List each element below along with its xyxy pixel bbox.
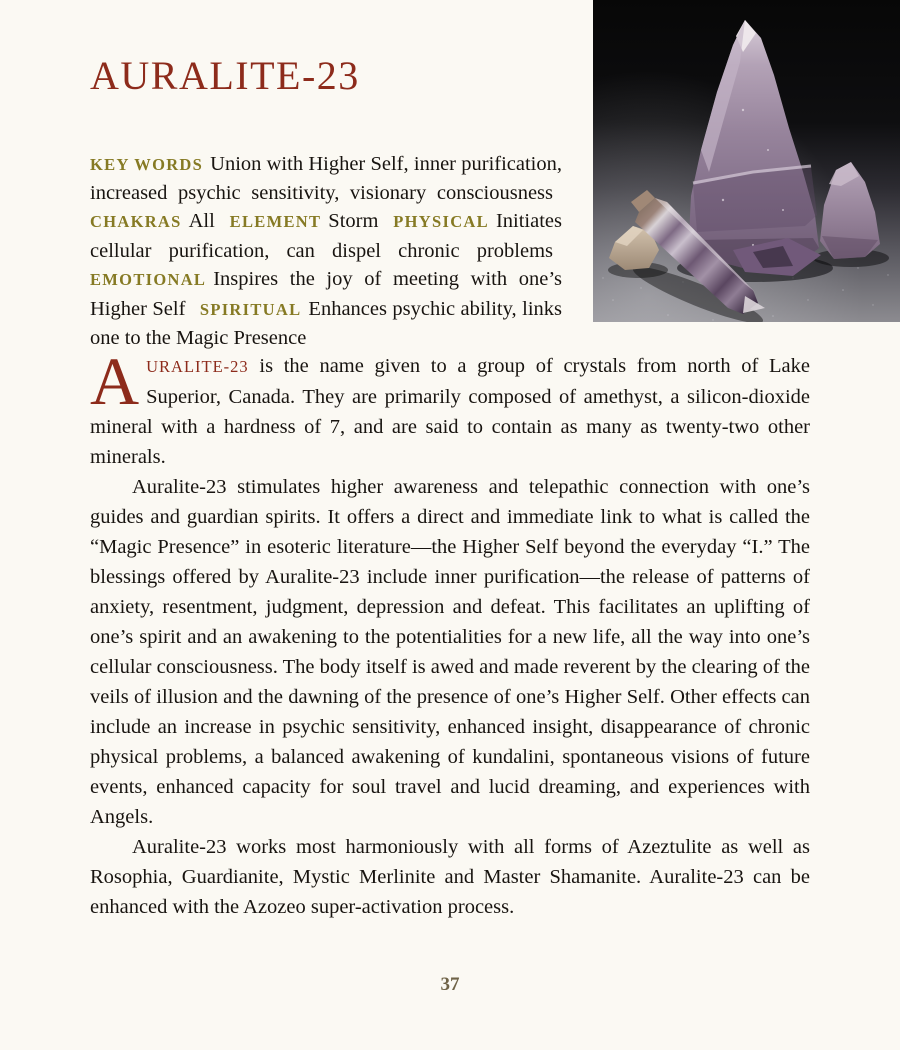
keyword-label: SPIRITUAL — [199, 299, 302, 319]
keyword-label: CHAKRAS — [90, 212, 182, 232]
body-paragraph: Auralite-23 works most harmoniously with all forms of Azeztulite as well as Rosophia, Guardianite, Mystic Merlinite and Master Shamanite. Auralite-23 can be enhanced with the Azozeo super-activation process. — [90, 836, 810, 918]
page-number: 37 — [440, 974, 460, 995]
keyword-text: Storm — [328, 210, 379, 233]
page-title: AURALITE-23 — [90, 53, 360, 98]
keyword-text: Enhances psychic ability, links one to the Magic Presence — [90, 297, 562, 349]
keyword-text: Union with Higher Self, inner purification, increased psychic sensitivity, visionary consciousness — [90, 152, 562, 204]
crystal-photo-illustration — [593, 0, 900, 322]
keyword-label: EMOTIONAL — [90, 270, 207, 290]
lead-paragraph-text: is the name given to a group of crystals from north of Lake Superior, Canada. They are primarily composed of amethyst, a silicon-dioxide mineral with a hardness of 7, and are said to contain as many as twenty-two other minerals. — [90, 355, 810, 468]
keyword-label: PHYSICAL — [393, 212, 489, 232]
lead-smallcaps: URALITE-23 — [146, 357, 249, 376]
keyword-label: ELEMENT — [229, 212, 322, 232]
keywords-paragraph — [90, 150, 562, 353]
lead-paragraph — [90, 343, 810, 472]
crystal-photo — [593, 0, 900, 322]
keyword-text: Inspires the joy of meeting with one’s Higher Self — [90, 268, 562, 320]
keyword-text: Initiates cellular purification, can dispel chronic problems — [90, 210, 562, 262]
dropcap: A — [90, 343, 140, 419]
keyword-text: All — [188, 210, 215, 233]
body-paragraph: Auralite-23 stimulates higher awareness and telepathic connection with one’s guides and guardian spirits. It offers a direct and immediate link to what is called the “Magic Presence” in esoteric literature—the Higher Self beyond the everyday “I.” The blessings offered by Auralite-23 include inner purification—the release of patterns of anxiety, resentment, judgment, depression and defeat. This facilitates an uplifting of one’s spirit and an awakening to the potentialities for a new life, all the way into one’s cellular consciousness. The body itself is awed and made reverent by the clearing of the veils of illusion and the dawning of the presence of one’s Higher Self. Other effects can include an increase in psychic sensitivity, enhanced insight, disappearance of chronic physical problems, a balanced awakening of kundalini, spontaneous visions of future events, enhanced capacity for soul travel and lucid dreaming, and experiences with Angels. — [90, 476, 810, 828]
keyword-label: KEY WORDS — [90, 154, 204, 174]
body-text — [90, 343, 810, 922]
